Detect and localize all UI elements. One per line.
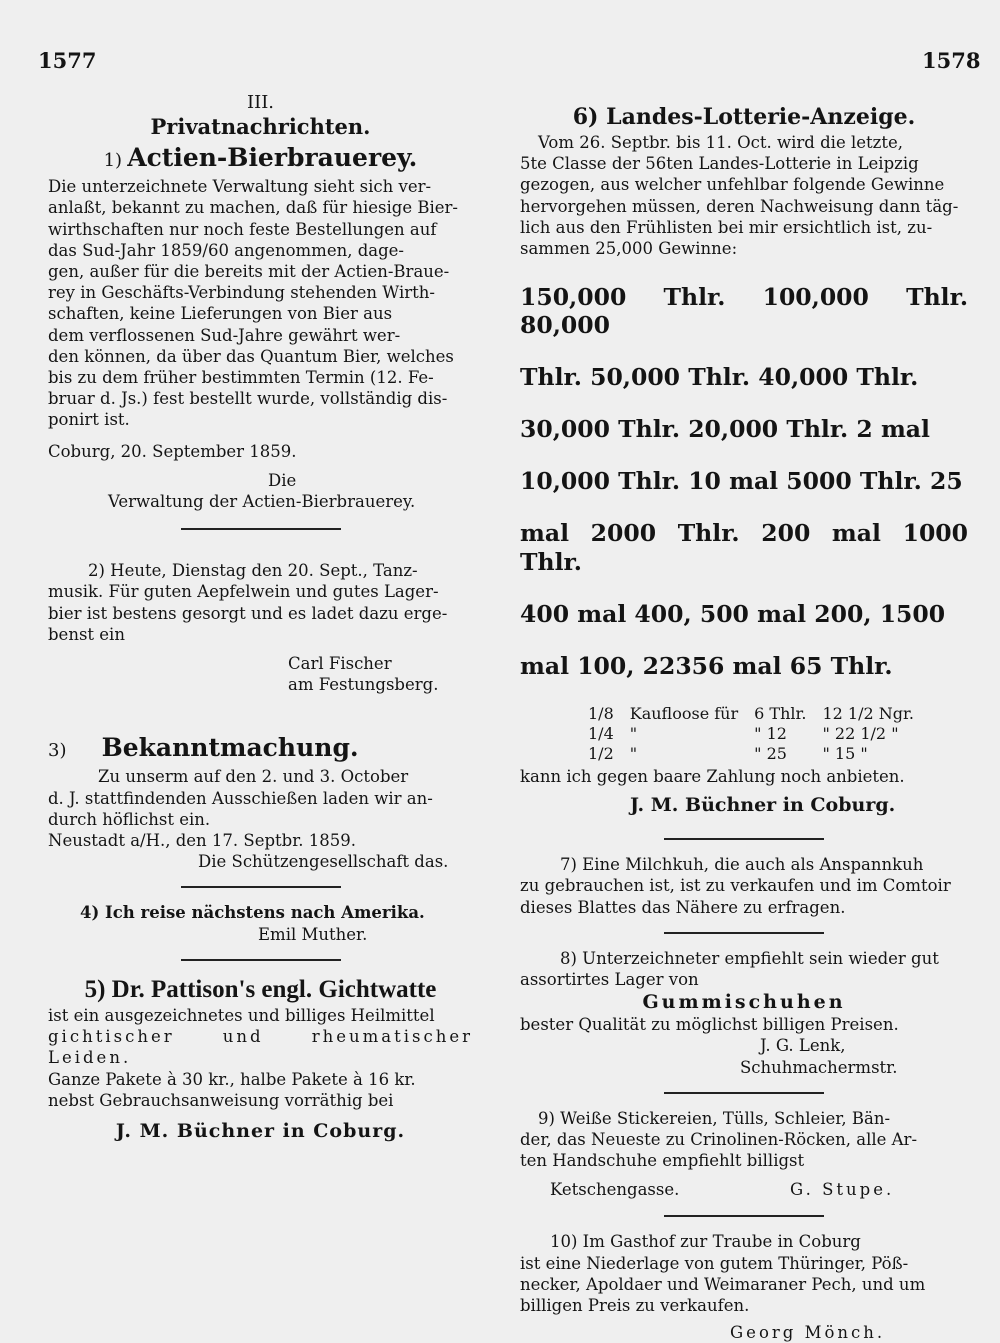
text-line: 8) Unterzeichneter empfiehlt sein wieder gut <box>560 948 939 968</box>
text-line: schaften, keine Lieferungen von Bier aus <box>48 304 393 324</box>
page-number-right: 1578 <box>922 48 981 73</box>
notice-title: 5) Dr. Pattison's engl. Gichtwatte <box>84 975 437 1003</box>
notice-title: 6) Landes-Lotterie-Anzeige. <box>572 104 916 130</box>
text-line: billigen Preis zu verkaufen. <box>520 1295 750 1315</box>
signature: Die Schützengesellschaft das. <box>198 852 449 872</box>
text-line: 9) Weiße Stickereien, Tülls, Schleier, Bän- <box>538 1108 891 1128</box>
notice-2 <box>48 560 473 695</box>
prize-line: mal 2000 Thlr. 200 mal 1000 Thlr. <box>520 519 968 576</box>
text-line: anlaßt, bekannt zu machen, daß für hiesige Bier- <box>48 198 458 218</box>
divider <box>664 838 824 840</box>
street-name: Ketschengasse. <box>550 1180 680 1200</box>
text-line: Ganze Pakete à 30 kr., halbe Pakete à 16 kr. <box>48 1069 416 1089</box>
text-line: ponirt ist. <box>48 410 130 430</box>
divider <box>664 1092 824 1094</box>
table-row <box>580 724 922 744</box>
right-column <box>520 102 968 1343</box>
notice-5 <box>48 975 473 1142</box>
notice-1 <box>48 143 473 512</box>
price-ngr: " 22 1/2 " <box>822 723 899 743</box>
text-line: 2) Heute, Dienstag den 20. Sept., Tanz- <box>88 561 418 581</box>
signature: Verwaltung der Actien-Bierbrauerey. <box>108 492 416 512</box>
prize-line: Thlr. 50,000 Thlr. 40,000 Thlr. <box>520 363 919 392</box>
table-row <box>580 744 922 764</box>
divider <box>664 1215 824 1217</box>
price-thlr: 6 Thlr. <box>754 703 807 723</box>
text-line: der, das Neueste zu Crinolinen-Röcken, alle Ar- <box>520 1129 918 1149</box>
notice-9 <box>520 1108 968 1202</box>
prize-line: mal 100, 22356 mal 65 Thlr. <box>520 651 893 680</box>
fraction: 1/8 <box>588 703 614 723</box>
notice-8 <box>520 948 968 1078</box>
notice-3 <box>48 733 473 872</box>
text-line: dieses Blattes das Nähere zu erfragen. <box>520 897 846 917</box>
signature: J. M. Büchner in Coburg. <box>115 1119 406 1142</box>
signature: Die <box>268 470 297 490</box>
notice-title: Bekanntmachung. <box>101 733 359 763</box>
signature: J. G. Lenk, <box>760 1036 846 1056</box>
text-line: rey in Geschäfts-Verbindung stehenden Wirth- <box>48 283 435 303</box>
text-line: bis zu dem früher bestimmten Termin (12. Fe- <box>48 368 434 388</box>
left-column <box>48 92 473 1142</box>
signature: Schuhmachermstr. <box>740 1057 898 1077</box>
place-date: Coburg, 20. September 1859. <box>48 441 297 461</box>
text-line: d. J. stattfindenden Ausschießen laden wir an- <box>48 788 433 808</box>
ticket-desc: " <box>629 723 638 743</box>
text-line: das Sud-Jahr 1859/60 angenommen, dage- <box>48 240 405 260</box>
text-line: 7) Eine Milchkuh, die auch als Anspannkuh <box>560 855 924 875</box>
signature: G. Stupe. <box>790 1180 895 1200</box>
text-line: 4) Ich reise nächstens nach Amerika. <box>80 903 425 923</box>
text-line: ten Handschuhe empfiehlt billigst <box>520 1151 805 1171</box>
text-line: nebst Gebrauchsanweisung vorräthig bei <box>48 1090 394 1110</box>
notice-7 <box>520 854 968 918</box>
signature: am Festungsberg. <box>288 675 439 695</box>
text-line: bester Qualität zu möglichst billigen Preisen. <box>520 1015 899 1035</box>
fraction: 1/2 <box>588 743 614 763</box>
text-line: zu gebrauchen ist, ist zu verkaufen und im Comtoir <box>520 876 951 896</box>
ticket-desc: Kaufloose für <box>629 703 739 723</box>
text-line: Zu unserm auf den 2. und 3. October <box>98 767 409 787</box>
prize-line: 400 mal 400, 500 mal 200, 1500 <box>520 599 946 628</box>
signature: Carl Fischer <box>288 654 392 674</box>
notice-6 <box>520 102 968 816</box>
divider <box>181 886 341 888</box>
table-row <box>580 704 922 724</box>
text-line: Die unterzeichnete Verwaltung sieht sich ver- <box>48 177 432 197</box>
text-line: hervorgehen müssen, deren Nachweisung dann täg- <box>520 196 959 216</box>
text-line: 10) Im Gasthof zur Traube in Coburg <box>550 1232 861 1252</box>
price-ngr: 12 1/2 Ngr. <box>822 703 914 723</box>
price-ngr: " 15 " <box>822 743 868 763</box>
text-line: bruar d. Js.) fest bestellt wurde, vollständig dis- <box>48 389 448 409</box>
text-line: necker, Apoldaer und Weimaraner Pech, und um <box>520 1274 926 1294</box>
text-line: kann ich gegen baare Zahlung noch anbieten. <box>520 766 905 786</box>
notice-number: 1) <box>103 150 123 172</box>
price-thlr: " 25 <box>754 743 787 763</box>
prize-line: 150,000 Thlr. 100,000 Thlr. 80,000 <box>520 282 968 340</box>
notice-number: 3) <box>48 740 67 762</box>
text-line: assortirtes Lager von <box>520 969 699 989</box>
text-line: musik. Für guten Aepfelwein und gutes Lager- <box>48 582 439 602</box>
signature: Emil Muther. <box>258 924 368 944</box>
notice-10 <box>520 1231 968 1343</box>
signature: Georg Mönch. <box>730 1323 886 1343</box>
ticket-desc: " <box>629 743 638 763</box>
text-line: durch höflichst ein. <box>48 809 211 829</box>
notice-4 <box>48 902 473 944</box>
prize-line: 30,000 Thlr. 20,000 Thlr. 2 mal <box>520 415 930 444</box>
text-line: gichtischer und rheumatischer Leiden. <box>48 1027 473 1068</box>
section-number: III. <box>246 92 275 113</box>
place-date: Neustadt a/H., den 17. Septbr. 1859. <box>48 831 357 851</box>
text-line: sammen 25,000 Gewinne: <box>520 239 738 259</box>
text-line: wirthschaften nur noch feste Bestellungen auf <box>48 219 437 239</box>
text-line: 5te Classe der 56ten Landes-Lotterie in Leipzig <box>520 154 919 174</box>
text-line: ist eine Niederlage von gutem Thüringer, Pöß- <box>520 1253 909 1273</box>
page-number-left: 1577 <box>38 48 97 73</box>
ticket-price-table <box>580 704 922 764</box>
text-line: bier ist bestens gesorgt und es ladet dazu erge- <box>48 603 448 623</box>
text-line: ist ein ausgezeichnetes und billiges Heilmittel <box>48 1005 435 1025</box>
divider <box>181 528 341 530</box>
text-line: den können, da über das Quantum Bier, welches <box>48 346 454 366</box>
divider <box>664 932 824 934</box>
price-thlr: " 12 <box>754 723 787 743</box>
section-title: Privatnachrichten. <box>150 114 371 140</box>
text-line: lich aus den Frühlisten bei mir ersichtlich ist, zu- <box>520 217 933 237</box>
fraction: 1/4 <box>588 723 614 743</box>
prize-list <box>520 283 968 681</box>
prize-line: 10,000 Thlr. 10 mal 5000 Thlr. 25 <box>520 467 963 496</box>
text-line: Vom 26. Septbr. bis 11. Oct. wird die letzte, <box>538 133 903 152</box>
signature: J. M. Büchner in Coburg. <box>630 793 896 816</box>
text-line: gen, außer für die bereits mit der Actien-Braue- <box>48 262 450 282</box>
product-name: Gummischuhen <box>642 991 846 1014</box>
text-line: gezogen, aus welcher unfehlbar folgende Gewinne <box>520 175 945 195</box>
text-line: benst ein <box>48 624 125 644</box>
notice-title: Actien-Bierbrauerey. <box>127 143 418 173</box>
text-line: dem verflossenen Sud-Jahre gewährt wer- <box>48 325 401 345</box>
divider <box>181 959 341 961</box>
